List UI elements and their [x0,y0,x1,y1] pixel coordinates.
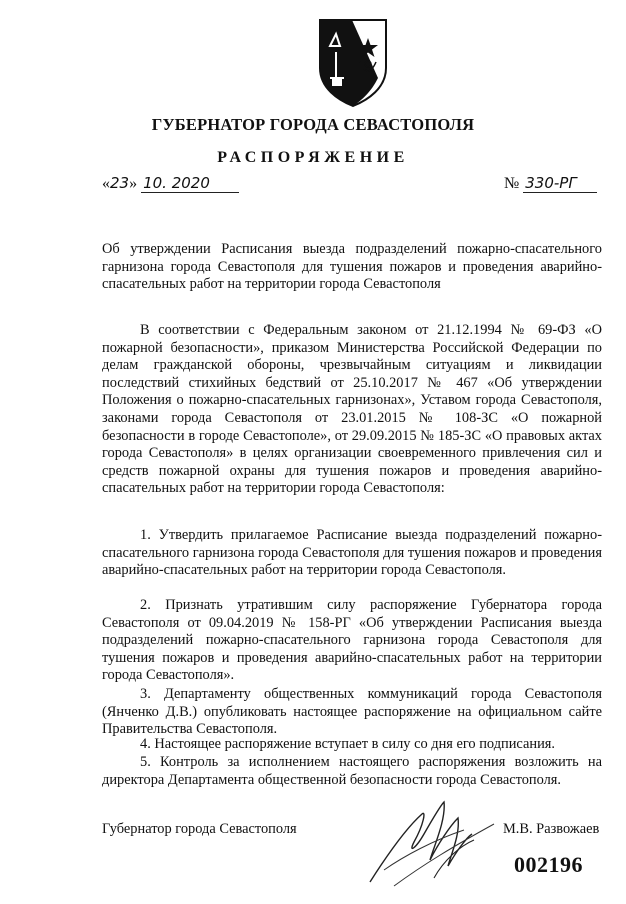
document-subject: Об утверждении Расписания выезда подразделений пожарно-спасательного гарнизона города Севастополя для тушения пожаров и проведения аварийно-спасательных работ на территории города Севастополя [102,241,602,293]
coat-of-arms-emblem [316,18,390,108]
number-sign: № [504,175,520,192]
handwritten-signature [364,790,514,900]
date-quote-close: » [129,175,138,192]
preamble-paragraph: В соответствии с Федеральным законом от 21.12.1994 № 69-ФЗ «О пожарной безопасности», приказом Министерства Российской Федерации по делам гражданской обороны, чрезвычайным ситуациям и ликвидации последствий стихийных бедствий от 25.10.2017 № 467 «Об утверждении Положения о пожарно-спасательных гарнизонах», Уставом города Севастополя, законами города Севастополя от 23.01.2015 № 108-ЗС «О пожарной безопасности в городе Севастополе», от 29.09.2015 № 185-ЗС «О правовых актах города Севастополя» в целях организации своевременного привлечения сил и средств пожарной охраны для тушения пожаров и проведения аварийно-спасательных работ на территории города Севастополя: [102,322,602,497]
item-2: 2. Признать утратившим силу распоряжение Губернатора города Севастополя от 09.04.2019 № 158-РГ «Об утверждении Расписания выезда подразделений пожарно-спасательного гарнизона города Севастополя для тушения пожаров и проведения аварийно-спасательных работ на территории города Севастополя». [102,597,602,684]
signatory-name: М.В. Развожаев [503,821,600,837]
date-month-year: 10. 2020 [141,174,239,193]
item-5: 5. Контроль за исполнением настоящего распоряжения возложить на директора Департамента общественной безопасности города Севастополя. [102,754,602,788]
number-value: 330-РГ [523,174,597,193]
document-type-title: РАСПОРЯЖЕНИЕ [217,149,409,166]
signatory-position: Губернатор города Севастополя [102,821,297,837]
document-number [504,174,597,193]
item-4: 4. Настоящее распоряжение вступает в силу со дня его подписания. [140,736,555,752]
date-day: 23 [110,174,130,192]
item-3: 3. Департаменту общественных коммуникаций города Севастополя (Янченко Д.В.) опубликовать настоящее распоряжение на официальном сайте Правительства Севастополя. [102,686,602,738]
date-quote-open: « [102,175,110,192]
item-1: 1. Утвердить прилагаемое Расписание выезда подразделений пожарно-спасательного гарнизона города Севастополя для тушения пожаров и проведения аварийно-спасательных работ на территории города Севастополя. [102,527,602,579]
document-date [102,174,239,193]
issuing-authority: ГУБЕРНАТОР ГОРОДА СЕВАСТОПОЛЯ [151,115,475,134]
serial-number: 002196 [514,852,583,877]
